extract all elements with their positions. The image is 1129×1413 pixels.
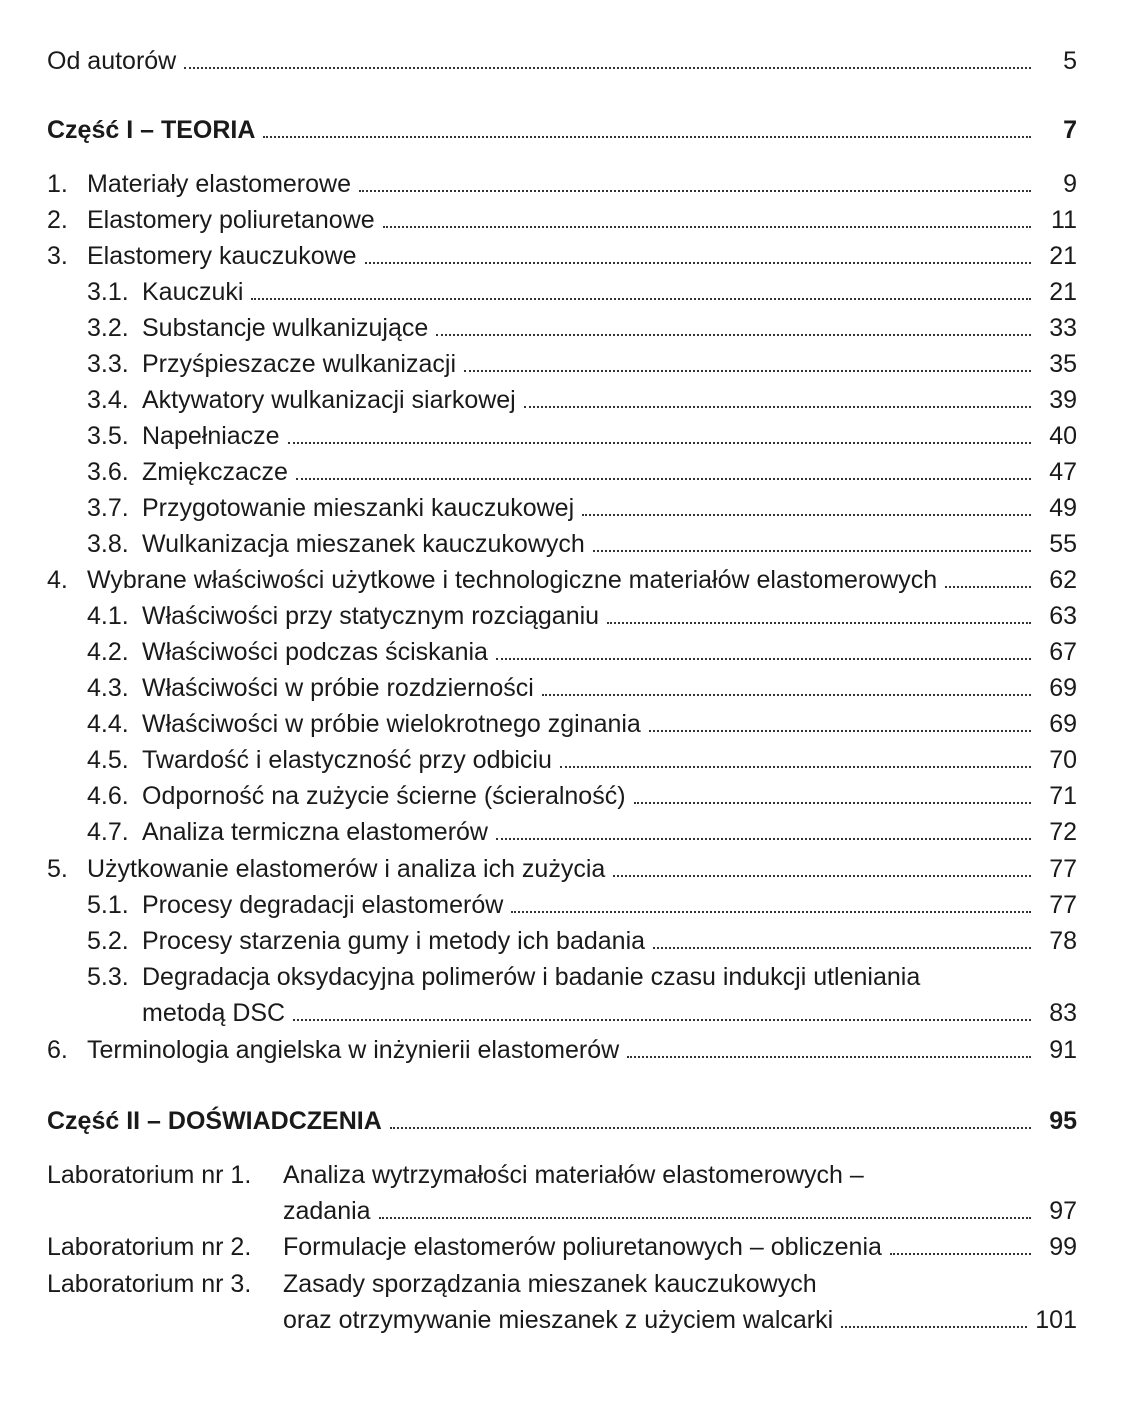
- toc-chapter-6: [47, 1035, 1077, 1065]
- toc-lab-1-continuation: [47, 1196, 1077, 1226]
- toc-page: 7: [1063, 116, 1077, 144]
- toc-title: Wybrane właściwości użytkowe i technologiczne materiałów elastomerowych: [87, 566, 938, 594]
- toc-page: 39: [1049, 386, 1077, 414]
- toc-section-4-6: [47, 781, 1077, 811]
- toc-page: 11: [1051, 206, 1077, 234]
- toc-number: 2.: [47, 206, 68, 234]
- toc-title: Wulkanizacja mieszanek kauczukowych: [142, 530, 585, 558]
- toc-number: 4.1.: [87, 602, 129, 630]
- toc-number: 4.5.: [87, 746, 129, 774]
- toc-title: Materiały elastomerowe: [87, 170, 351, 198]
- toc-title: Analiza wytrzymałości materiałów elastomerowych –: [283, 1161, 864, 1189]
- toc-title: Aktywatory wulkanizacji siarkowej: [142, 386, 516, 414]
- dot-leader: [511, 911, 1031, 913]
- dot-leader: [436, 334, 1031, 336]
- toc-page: 49: [1049, 494, 1077, 522]
- dot-leader: [653, 947, 1031, 949]
- toc-title: metodą DSC: [142, 999, 286, 1027]
- toc-title: Właściwości w próbie wielokrotnego zginania: [142, 710, 641, 738]
- toc-title: Formulacje elastomerów poliuretanowych – obliczenia: [283, 1233, 882, 1261]
- toc-number: 5.2.: [87, 927, 129, 955]
- toc-section-3-3: [47, 349, 1077, 379]
- toc-page: 33: [1049, 314, 1077, 342]
- toc-title: Degradacja oksydacyjna polimerów i badanie czasu indukcji utleniania: [142, 963, 921, 991]
- toc-section-3-7: [47, 493, 1077, 523]
- dot-leader: [634, 802, 1031, 804]
- toc-number: 3.8.: [87, 530, 129, 558]
- toc-number: 3.5.: [87, 422, 129, 450]
- dot-leader: [613, 875, 1031, 877]
- toc-number: 3.3.: [87, 350, 129, 378]
- toc-section-4-3: [47, 673, 1077, 703]
- toc-number: 6.: [47, 1036, 68, 1064]
- toc-title: Od autorów: [47, 47, 177, 75]
- dot-leader: [593, 550, 1031, 552]
- toc-number: 4.3.: [87, 674, 129, 702]
- toc-number: 5.: [47, 855, 68, 883]
- toc-page: 70: [1049, 746, 1077, 774]
- toc-number: 1.: [47, 170, 68, 198]
- toc-page: 77: [1049, 855, 1077, 883]
- toc-title: Zasady sporządzania mieszanek kauczukowych: [283, 1270, 817, 1298]
- dot-leader: [379, 1217, 1031, 1219]
- toc-title: Odporność na zużycie ścierne (ścieralność): [142, 782, 626, 810]
- toc-title: Właściwości przy statycznym rozciąganiu: [142, 602, 600, 630]
- dot-leader: [582, 514, 1031, 516]
- toc-title: oraz otrzymywanie mieszanek z użyciem walcarki: [283, 1306, 834, 1334]
- toc-title: Twardość i elastyczność przy odbiciu: [142, 746, 552, 774]
- dot-leader: [184, 67, 1031, 69]
- dot-leader: [627, 1056, 1031, 1058]
- toc-entry-intro: [47, 46, 1077, 76]
- dot-leader: [390, 1127, 1031, 1129]
- toc-section-3-6: [47, 457, 1077, 487]
- toc-page: 63: [1049, 602, 1077, 630]
- toc-section-4-2: [47, 637, 1077, 667]
- dot-leader: [383, 226, 1031, 228]
- toc-title: Elastomery poliuretanowe: [87, 206, 375, 234]
- toc-title: zadania: [283, 1197, 371, 1225]
- toc-page: 99: [1049, 1233, 1077, 1261]
- toc-title: Przyśpieszacze wulkanizacji: [142, 350, 457, 378]
- toc-section-5-1: [47, 890, 1077, 920]
- toc-page: 5: [1063, 47, 1077, 75]
- toc-section-5-2: [47, 926, 1077, 956]
- toc-page: 72: [1049, 818, 1077, 846]
- toc-title: Przygotowanie mieszanki kauczukowej: [142, 494, 575, 522]
- toc-title: Elastomery kauczukowe: [87, 242, 357, 270]
- dot-leader: [607, 622, 1031, 624]
- toc-section-3-5: [47, 421, 1077, 451]
- toc-title: Użytkowanie elastomerów i analiza ich zużycia: [87, 855, 606, 883]
- toc-part-heading-2: [47, 1106, 1077, 1136]
- toc-title: Analiza termiczna elastomerów: [142, 818, 488, 846]
- toc-number: 3.1.: [87, 278, 129, 306]
- toc-title: Procesy starzenia gumy i metody ich badania: [142, 927, 646, 955]
- dot-leader: [945, 586, 1031, 588]
- toc-lab-label: Laboratorium nr 1.: [47, 1161, 252, 1189]
- toc-page: 47: [1049, 458, 1077, 486]
- dot-leader: [365, 262, 1031, 264]
- toc-page: 77: [1049, 891, 1077, 919]
- toc-page: 83: [1049, 999, 1077, 1027]
- toc-page: 62: [1049, 566, 1077, 594]
- toc-lab-2: [47, 1232, 1077, 1262]
- toc-title: Kauczuki: [142, 278, 244, 306]
- dot-leader: [560, 766, 1031, 768]
- dot-leader: [542, 694, 1031, 696]
- toc-lab-3: [47, 1269, 1077, 1299]
- toc-title: Terminologia angielska w inżynierii elastomerów: [87, 1036, 620, 1064]
- toc-section-3-1: [47, 277, 1077, 307]
- toc-title: Napełniacze: [142, 422, 280, 450]
- dot-leader: [293, 1019, 1031, 1021]
- toc-page: 21: [1049, 242, 1077, 270]
- toc-lab-label: Laboratorium nr 3.: [47, 1270, 252, 1298]
- toc-title: Właściwości podczas ściskania: [142, 638, 488, 666]
- toc-lab-1: [47, 1160, 1077, 1190]
- dot-leader: [288, 442, 1031, 444]
- toc-chapter-2: [47, 205, 1077, 235]
- toc-title: Zmiękczacze: [142, 458, 288, 486]
- dot-leader: [496, 838, 1031, 840]
- toc-number: 4.6.: [87, 782, 129, 810]
- toc-page: 71: [1049, 782, 1077, 810]
- toc-page: 78: [1049, 927, 1077, 955]
- toc-section-5-3: [47, 962, 1077, 992]
- toc-section-4-4: [47, 709, 1077, 739]
- toc-number: 4.4.: [87, 710, 129, 738]
- toc-page: 55: [1049, 530, 1077, 558]
- dot-leader: [296, 478, 1031, 480]
- toc-page: 97: [1049, 1197, 1077, 1225]
- dot-leader: [524, 406, 1031, 408]
- dot-leader: [841, 1326, 1027, 1328]
- toc-title: Część II – DOŚWIADCZENIA: [47, 1107, 382, 1135]
- toc-chapter-4: [47, 565, 1077, 595]
- dot-leader: [359, 190, 1031, 192]
- toc-page: 21: [1049, 278, 1077, 306]
- toc-title: Właściwości w próbie rozdzierności: [142, 674, 534, 702]
- toc-chapter-1: [47, 169, 1077, 199]
- toc-title: Substancje wulkanizujące: [142, 314, 429, 342]
- toc-page: 95: [1049, 1107, 1077, 1135]
- dot-leader: [649, 730, 1031, 732]
- toc-number: 3.4.: [87, 386, 129, 414]
- toc-page: 67: [1049, 638, 1077, 666]
- toc-chapter-5: [47, 854, 1077, 884]
- toc-lab-label: Laboratorium nr 2.: [47, 1233, 252, 1261]
- toc-number: 3.2.: [87, 314, 129, 342]
- toc-number: 5.3.: [87, 963, 129, 991]
- toc-number: 4.: [47, 566, 68, 594]
- toc-page: 9: [1063, 170, 1077, 198]
- toc-number: 5.1.: [87, 891, 129, 919]
- toc-lab-3-continuation: [47, 1305, 1077, 1335]
- toc-section-4-5: [47, 745, 1077, 775]
- toc-section-3-8: [47, 529, 1077, 559]
- toc-number: 4.7.: [87, 818, 129, 846]
- toc-section-4-1: [47, 601, 1077, 631]
- toc-section-3-4: [47, 385, 1077, 415]
- toc-number: 4.2.: [87, 638, 129, 666]
- toc-page: 91: [1049, 1036, 1077, 1064]
- toc-section-3-2: [47, 313, 1077, 343]
- toc-part-heading-1: [47, 115, 1077, 145]
- toc-page: 40: [1049, 422, 1077, 450]
- toc-page: 35: [1049, 350, 1077, 378]
- toc-section-4-7: [47, 817, 1077, 847]
- toc-page: 69: [1049, 674, 1077, 702]
- toc-title: Część I – TEORIA: [47, 116, 256, 144]
- dot-leader: [890, 1253, 1031, 1255]
- dot-leader: [251, 298, 1031, 300]
- toc-title: Procesy degradacji elastomerów: [142, 891, 504, 919]
- toc-chapter-3: [47, 241, 1077, 271]
- toc-page: 101: [1035, 1306, 1077, 1334]
- toc-page: 69: [1049, 710, 1077, 738]
- toc-section-5-3-continuation: [47, 998, 1077, 1028]
- dot-leader: [496, 658, 1031, 660]
- dot-leader: [263, 136, 1031, 138]
- toc-number: 3.7.: [87, 494, 129, 522]
- toc-number: 3.6.: [87, 458, 129, 486]
- toc-number: 3.: [47, 242, 68, 270]
- dot-leader: [464, 370, 1031, 372]
